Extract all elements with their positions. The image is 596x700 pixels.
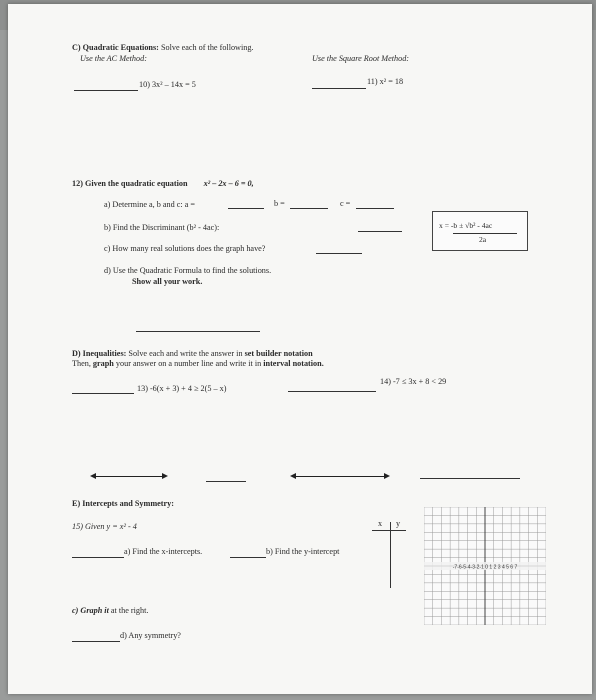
answer-blank-13[interactable] (72, 393, 134, 394)
table-divider (390, 522, 391, 588)
question-12d: d) Use the Quadratic Formula to find the solutions. (104, 266, 272, 275)
formula-fraction-bar (453, 233, 517, 234)
section-d-line1 (72, 350, 313, 358)
section-d-line2 (72, 360, 324, 368)
question-14: 14) -7 ≤ 3x + 8 < 29 (380, 377, 447, 386)
table-header-x: x (378, 519, 383, 528)
section-d-line2-text: your answer on a number line and write it in (115, 359, 262, 368)
answer-blank-15b[interactable] (230, 557, 266, 558)
set-builder-emphasis: set builder notation (244, 349, 313, 358)
section-c-title: C) Quadratic Equations: (72, 43, 159, 52)
question-12b: b) Find the Discriminant (b² - 4ac): (104, 223, 220, 232)
answer-blank-15d[interactable] (72, 641, 120, 642)
question-13: 13) -6(x + 3) + 4 ≥ 2(5 – x) (137, 384, 227, 393)
formula-denominator: 2a (479, 235, 487, 244)
answer-blank-b[interactable] (290, 208, 328, 209)
question-15a: a) Find the x-intercepts. (124, 547, 203, 556)
interval-emphasis: interval notation. (263, 359, 324, 368)
question-15c-rest: at the right. (110, 606, 149, 615)
question-10: 10) 3x² – 14x = 5 (139, 80, 196, 89)
question-15: 15) Given y = x² - 4 (72, 522, 137, 531)
interval-blank-14[interactable] (420, 478, 520, 479)
c-label: c = (340, 199, 351, 208)
graph-it-emphasis: c) Graph it (72, 606, 109, 615)
answer-blank-solutions[interactable] (316, 253, 362, 254)
graph-emphasis: graph (92, 359, 114, 368)
answer-blank-discriminant[interactable] (358, 231, 402, 232)
x-axis-tick-labels: -7-6-5-4-3-2-1 0 1 2 3 4 5 6 7 (452, 564, 518, 571)
answer-blank-11[interactable] (312, 88, 366, 89)
question-12d-show-work: Show all your work. (132, 277, 203, 286)
formula-numerator: x = -b ± √b² - 4ac (439, 221, 493, 230)
quadratic-formula-box (432, 211, 528, 251)
table-header-rule (372, 530, 406, 531)
question-15d: d) Any symmetry? (120, 631, 181, 640)
ac-method-label: Use the AC Method: (80, 54, 147, 63)
question-12a: a) Determine a, b and c: a = (104, 200, 195, 209)
table-header-y: y (396, 519, 401, 528)
number-line-14-right-arrow (384, 473, 390, 479)
answer-blank-14[interactable] (288, 391, 376, 392)
answer-blank-15a[interactable] (72, 557, 124, 558)
section-c-heading (72, 44, 253, 52)
question-15b: b) Find the y-intercept (266, 547, 340, 556)
b-label: b = (274, 199, 285, 208)
question-15c (72, 607, 148, 615)
number-line-14 (294, 476, 384, 477)
answer-blank-10[interactable] (74, 90, 138, 91)
section-d-title: D) Inequalities: (72, 349, 127, 358)
number-line-13 (94, 476, 162, 477)
answer-blank-a[interactable] (228, 208, 264, 209)
answer-blank-c[interactable] (356, 208, 394, 209)
question-11: 11) x² = 18 (367, 77, 404, 86)
question-12-equation: x² – 2x – 6 = 0, (203, 179, 254, 188)
section-e-title: E) Intercepts and Symmetry: (72, 499, 174, 508)
number-line-13-right-arrow (162, 473, 168, 479)
question-12-title: 12) Given the quadratic equation (72, 179, 188, 188)
question-12-heading (72, 180, 254, 188)
question-12c: c) How many real solutions does the graph have? (104, 244, 266, 253)
section-c-instruction: Solve each of the following. (160, 43, 254, 52)
sqrt-method-label: Use the Square Root Method: (312, 54, 410, 63)
section-d-instruction: Solve each and write the answer in (128, 349, 243, 358)
worksheet-page (8, 4, 592, 694)
section-d-then: Then, (72, 359, 91, 368)
interval-blank-13[interactable] (206, 481, 246, 482)
coordinate-grid[interactable] (424, 507, 546, 625)
answer-blank-formula[interactable] (136, 331, 260, 332)
